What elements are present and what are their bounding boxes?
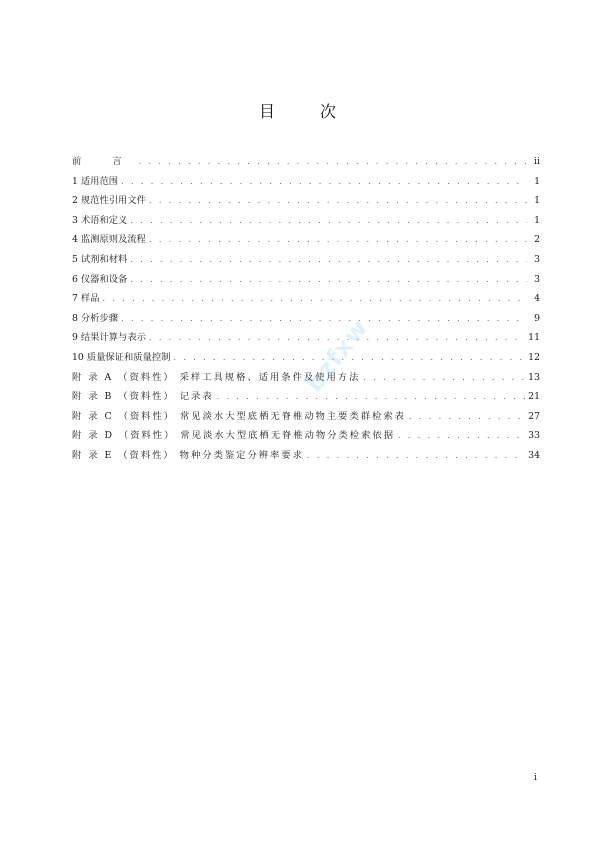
- toc-entry-analysis[interactable]: [72, 309, 540, 329]
- toc-entry-page: 27: [528, 410, 540, 422]
- toc-leader-dots: [139, 152, 527, 172]
- toc-entry-terms[interactable]: [72, 211, 540, 231]
- toc-entry-normative-references[interactable]: [72, 191, 540, 211]
- toc-entry-label: 附 录 B （资料性） 记录表: [72, 391, 214, 403]
- toc-entry-results[interactable]: [72, 328, 540, 348]
- toc-entry-label: 8 分析步骤: [72, 312, 119, 324]
- toc-entry-label: 附 录 D （资料性） 常见淡水大型底栖无脊椎动物分类检索依据: [72, 430, 395, 442]
- toc-entry-samples[interactable]: [72, 289, 540, 309]
- toc-entry-appendix-e[interactable]: [72, 446, 540, 466]
- toc-entry-quality[interactable]: [72, 348, 540, 368]
- toc-entry-page: 2: [534, 234, 540, 246]
- toc-leader-dots: [409, 407, 525, 427]
- toc-entry-scope[interactable]: [72, 172, 540, 192]
- toc-entry-appendix-c[interactable]: [72, 407, 540, 427]
- toc-entry-label: 5 试剂和材料: [72, 253, 128, 265]
- toc-entry-page: 33: [528, 430, 540, 442]
- toc-entry-label: 6 仪器和设备: [72, 273, 128, 285]
- toc-entry-page: 3: [534, 253, 540, 265]
- toc-entry-foreword[interactable]: [72, 152, 540, 172]
- toc-leader-dots: [121, 172, 527, 192]
- toc-leader-dots: [121, 309, 527, 329]
- toc-entry-label: 附 录 E （资料性） 物种分类鉴定分辨率要求: [72, 449, 304, 461]
- toc-entry-appendix-b[interactable]: [72, 387, 540, 407]
- toc-leader-dots: [102, 289, 527, 309]
- toc-entry-label: 9 结果计算与表示: [72, 332, 146, 344]
- toc-leader-dots: [307, 446, 525, 466]
- toc-entry-label: 前 言: [72, 156, 136, 167]
- toc-entry-label: 10 质量保证和质量控制: [72, 351, 171, 363]
- toc-entry-page: 34: [528, 449, 540, 461]
- toc-entry-page: 9: [534, 312, 540, 324]
- toc-entry-label: 1 适用范围: [72, 175, 119, 187]
- toc-entry-label: 4 监测原则及流程: [72, 234, 146, 246]
- toc-entry-label: 附 录 A （资料性） 采样工具规格、适用条件及使用方法: [72, 371, 361, 383]
- toc-entry-page: 1: [534, 214, 540, 226]
- toc-entry-page: 13: [528, 371, 540, 383]
- toc-entry-label: 3 术语和定义: [72, 214, 128, 226]
- toc-entry-label: 附 录 C （资料性） 常见淡水大型底栖无脊椎动物主要类群检索表: [72, 410, 406, 422]
- toc-entry-instruments[interactable]: [72, 270, 540, 290]
- toc-entry-page: 1: [534, 195, 540, 207]
- toc-entry-page: 1: [534, 175, 540, 187]
- toc-entry-appendix-d[interactable]: [72, 426, 540, 446]
- toc-entry-page: ii: [534, 156, 540, 167]
- toc-entry-label: 2 规范性引用文件: [72, 195, 146, 207]
- toc-leader-dots: [217, 387, 526, 407]
- toc-leader-dots: [149, 230, 527, 250]
- page-title: 目 次: [258, 102, 357, 121]
- toc-leader-dots: [398, 426, 525, 446]
- toc-entry-label: 7 样品: [72, 293, 100, 305]
- toc-entry-page: 3: [534, 273, 540, 285]
- toc-entry-page: 12: [528, 351, 540, 363]
- toc-entry-page: 11: [528, 332, 540, 344]
- toc-leader-dots: [149, 191, 527, 211]
- toc-leader-dots: [130, 211, 527, 231]
- toc-leader-dots: [130, 250, 527, 270]
- toc-entry-page: 21: [528, 391, 540, 403]
- table-of-contents: [72, 152, 540, 466]
- toc-leader-dots: [130, 270, 527, 290]
- watermark: bzfxw: [300, 313, 374, 398]
- toc-entry-reagents[interactable]: [72, 250, 540, 270]
- toc-entry-page: 4: [534, 293, 540, 305]
- toc-leader-dots: [363, 368, 525, 388]
- toc-entry-principles[interactable]: [72, 230, 540, 250]
- page-number: i: [534, 773, 537, 783]
